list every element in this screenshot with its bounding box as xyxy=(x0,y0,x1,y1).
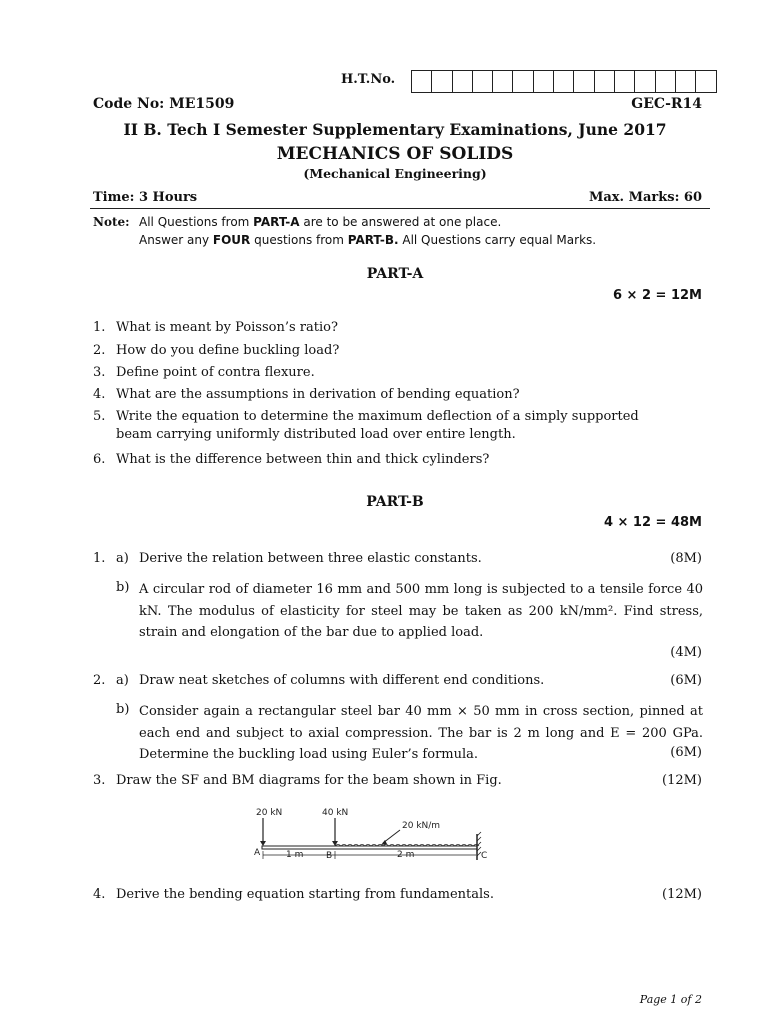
point-load-arrowhead-1 xyxy=(260,841,266,846)
branch-name: (Mechanical Engineering) xyxy=(303,166,487,181)
course-code: Code No: ME1509 xyxy=(93,96,235,112)
subject-title: MECHANICS OF SOLIDS xyxy=(276,144,514,164)
note-label: Note: xyxy=(93,215,130,229)
page-number: Page 1 of 2 xyxy=(639,993,702,1006)
point-b-label: B xyxy=(326,851,333,861)
hall-ticket-boxes xyxy=(411,70,717,93)
beam xyxy=(262,846,477,849)
point-a-label: A xyxy=(254,848,261,858)
load-label-1: 20 kN xyxy=(256,808,283,818)
hall-ticket-box xyxy=(513,71,533,92)
hall-ticket-box xyxy=(412,71,432,92)
max-marks: Max. Marks: 60 xyxy=(588,190,702,205)
hall-ticket-box xyxy=(493,71,513,92)
span-label-1: 1 m xyxy=(286,850,304,860)
hall-ticket-box xyxy=(432,71,452,92)
hall-ticket-box xyxy=(453,71,473,92)
hall-ticket-box xyxy=(554,71,574,92)
hall-ticket-box xyxy=(574,71,594,92)
part-b-marks: 4 × 12 = 48M xyxy=(603,515,702,530)
hall-ticket-box xyxy=(615,71,635,92)
hall-ticket-box xyxy=(635,71,655,92)
hall-ticket-box xyxy=(473,71,493,92)
hall-ticket-box xyxy=(656,71,676,92)
hall-ticket-label: H.T.No. xyxy=(341,72,396,87)
span-label-2: 2 m xyxy=(397,850,415,860)
exam-duration: Time: 3 Hours xyxy=(93,190,198,205)
load-label-2: 40 kN xyxy=(322,808,349,818)
note-line-1: All Questions from PART-A are to be answered at one place. xyxy=(139,215,502,229)
udl-label: 20 kN/m xyxy=(402,821,441,831)
hall-ticket-box xyxy=(595,71,615,92)
beam-diagram xyxy=(250,804,500,866)
hall-ticket-box xyxy=(696,71,716,92)
part-a-title: PART-A xyxy=(366,266,424,282)
point-load-arrowhead-2 xyxy=(332,841,338,846)
udl-pointer xyxy=(383,830,400,843)
part-a-marks: 6 × 2 = 12M xyxy=(612,288,702,303)
hall-ticket-box xyxy=(676,71,696,92)
point-c-label: C xyxy=(481,851,488,861)
hall-ticket-box xyxy=(534,71,554,92)
note-line-2: Answer any FOUR questions from PART-B. All Questions carry equal Marks. xyxy=(139,233,597,247)
header-divider xyxy=(90,208,710,209)
exam-title: II B. Tech I Semester Supplementary Examinations, June 2017 xyxy=(123,120,667,139)
regulation-code: GEC-R14 xyxy=(631,96,702,112)
part-b-title: PART-B xyxy=(366,494,424,510)
